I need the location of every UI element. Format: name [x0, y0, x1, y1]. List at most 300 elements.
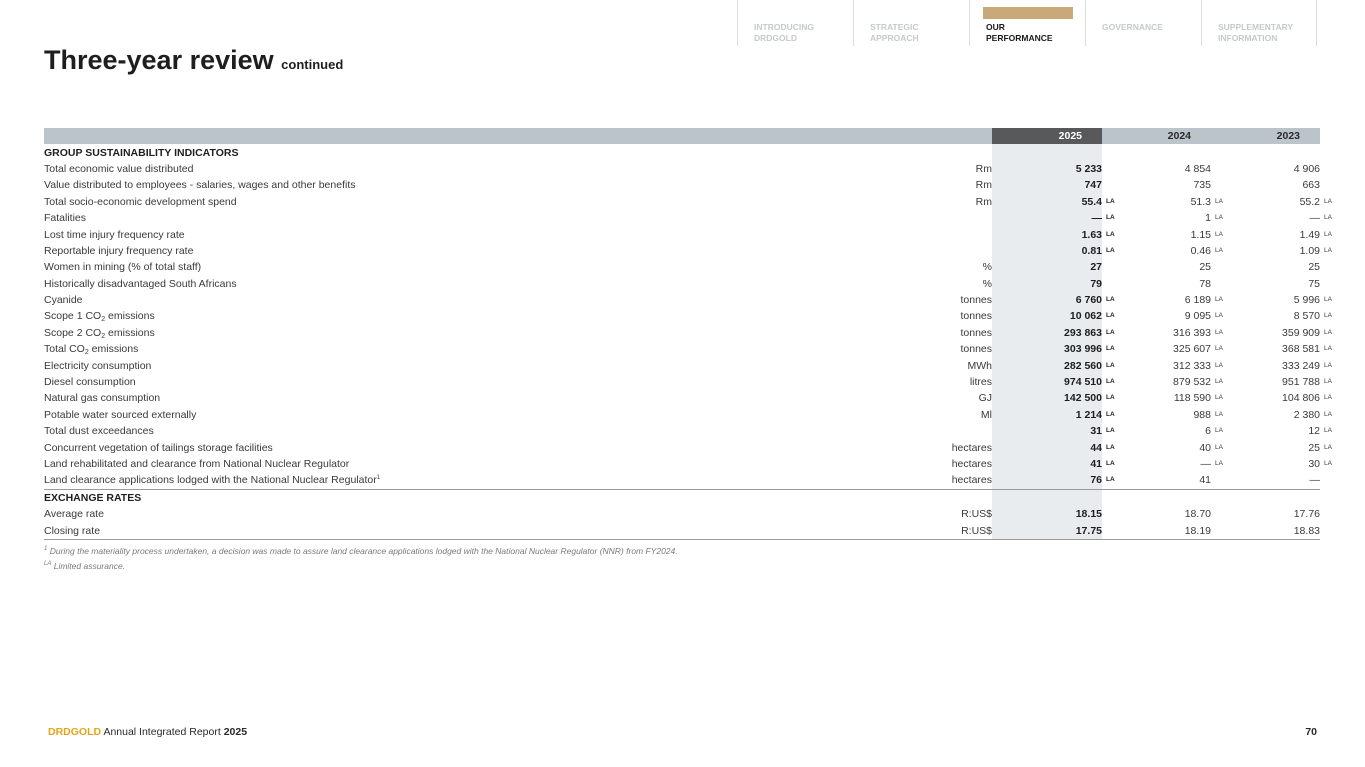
row-unit: tonnes [960, 294, 992, 307]
limited-assurance-tag: LA [1324, 378, 1332, 386]
value-text: 282 560 [1064, 359, 1102, 372]
row-label [44, 308, 904, 324]
limited-assurance-tag: LA [1215, 214, 1223, 222]
limited-assurance-tag: LA [1106, 361, 1115, 369]
table-row [44, 292, 1320, 308]
value-text: 303 996 [1064, 343, 1102, 356]
row-label [44, 243, 904, 259]
limited-assurance-tag: LA [1324, 427, 1332, 435]
row-unit: % [982, 277, 992, 290]
value-text: 1.09 [1299, 244, 1320, 257]
value-2023 [1211, 210, 1332, 226]
row-unit: R:US$ [961, 508, 992, 521]
footnote-1 [44, 546, 678, 556]
row-label [44, 210, 904, 226]
limited-assurance-tag: LA [1215, 427, 1223, 435]
nav-tab-our-performance[interactable]: OUR PERFORMANCE [969, 0, 1085, 46]
value-text: 951 788 [1282, 376, 1320, 389]
value-2025 [992, 177, 1102, 193]
value-2023 [1211, 407, 1332, 423]
row-label [44, 390, 904, 406]
footnote-2 [44, 561, 125, 571]
value-text: 2 380 [1293, 408, 1320, 421]
value-text: — [1091, 212, 1102, 225]
limited-assurance-tag: LA [1324, 296, 1332, 304]
value-text: 0.81 [1081, 244, 1102, 257]
limited-assurance-tag: LA [1106, 378, 1115, 386]
row-label [44, 292, 904, 308]
value-2023 [1211, 439, 1332, 455]
limited-assurance-tag: LA [1215, 394, 1223, 402]
row-label [44, 194, 904, 210]
value-text: 55.2 [1299, 195, 1320, 208]
limited-assurance-tag: LA [1106, 296, 1115, 304]
value-2023 [1211, 341, 1332, 357]
table-row [44, 243, 1320, 259]
value-text: 25 [1308, 261, 1320, 274]
value-2024 [1102, 341, 1223, 357]
row-label-text: Scope 2 CO [44, 326, 102, 339]
section-blank [1102, 144, 1211, 160]
footnote-2-mark: LA [44, 561, 52, 567]
row-label [44, 341, 904, 357]
header-unit [904, 128, 992, 144]
row-unit: tonnes [960, 343, 992, 356]
table-row [44, 308, 1320, 324]
value-2024 [1102, 259, 1211, 275]
row-label [44, 177, 904, 193]
row-label-text: Diesel consumption [44, 376, 136, 389]
limited-assurance-tag: LA [1324, 361, 1332, 369]
row-unit [904, 243, 992, 259]
page-title-continued: continued [281, 57, 344, 72]
limited-assurance-tag: LA [1106, 345, 1115, 353]
value-text: 51.3 [1190, 195, 1211, 208]
value-2024 [1102, 506, 1211, 522]
row-label-text: Land rehabilitated and clearance from National Nuclear Regulator [44, 458, 350, 470]
header-year-2025: 2025 [992, 128, 1102, 144]
value-text: 41 [1199, 474, 1211, 487]
table-row [44, 423, 1320, 439]
value-2023 [1211, 226, 1332, 242]
row-label-text: Value distributed to employees - salaries, wages and other benefits [44, 179, 356, 192]
table-row [44, 276, 1320, 292]
value-2023 [1211, 390, 1332, 406]
limited-assurance-tag: LA [1215, 296, 1223, 304]
limited-assurance-tag: LA [1324, 345, 1332, 353]
value-text: 1 [1205, 212, 1211, 225]
row-unit: litres [969, 376, 992, 389]
value-text: 735 [1193, 179, 1211, 192]
limited-assurance-tag: LA [1106, 197, 1115, 205]
limited-assurance-tag: LA [1324, 214, 1332, 222]
value-text: 1 214 [1075, 408, 1102, 421]
value-2025 [992, 522, 1102, 539]
value-2024 [1102, 390, 1223, 406]
row-label-text: Land clearance applications lodged with the National Nuclear Regulator [44, 474, 377, 487]
row-label [44, 456, 904, 472]
value-2025 [992, 308, 1115, 324]
limited-assurance-tag: LA [1215, 460, 1223, 467]
value-2025 [992, 390, 1115, 406]
value-text: 312 333 [1173, 359, 1211, 372]
section-cur-blank [992, 144, 1102, 160]
nav-tab-supplementary[interactable]: SUPPLEMENTARY INFORMATION [1201, 0, 1317, 46]
value-text: 368 581 [1282, 343, 1320, 356]
header-blank [44, 128, 904, 144]
value-text: 5 233 [1075, 162, 1102, 175]
row-unit: Rm [975, 162, 992, 175]
table-body [44, 144, 1332, 539]
section-heading: EXCHANGE RATES [44, 489, 904, 506]
value-2023 [1211, 472, 1320, 489]
limited-assurance-tag: LA [1324, 328, 1332, 336]
limited-assurance-tag: LA [1324, 394, 1332, 402]
value-text: 10 062 [1069, 310, 1102, 323]
value-2024 [1102, 522, 1211, 539]
table-row [44, 506, 1320, 522]
value-text: 747 [1084, 179, 1102, 192]
value-text: 879 532 [1173, 376, 1211, 389]
value-text: 31 [1090, 425, 1102, 438]
row-label [44, 259, 904, 275]
value-text: 78 [1199, 277, 1211, 290]
value-2025 [992, 210, 1115, 226]
row-label-footnote-mark: 1 [376, 475, 381, 482]
value-2024 [1102, 456, 1223, 472]
value-text: 79 [1090, 277, 1102, 290]
value-2023 [1211, 374, 1332, 390]
row-label-tail: emissions [105, 310, 155, 323]
limited-assurance-tag: LA [1106, 443, 1115, 451]
section-blank [1211, 144, 1320, 160]
value-2025 [992, 194, 1115, 210]
value-2024 [1102, 374, 1223, 390]
section-blank [1102, 489, 1211, 506]
limited-assurance-tag: LA [1106, 246, 1115, 254]
value-text: — [1309, 474, 1320, 487]
value-2023 [1211, 292, 1332, 308]
row-label-text: Natural gas consumption [44, 392, 161, 405]
value-2025 [992, 423, 1115, 439]
row-unit: tonnes [960, 326, 992, 339]
value-2023 [1211, 423, 1332, 439]
row-label-text: Total CO [44, 343, 85, 356]
row-label-tail: emissions [88, 343, 139, 356]
value-text: 4 906 [1293, 162, 1320, 175]
row-label-text: Fatalities [44, 212, 87, 225]
value-2025 [992, 161, 1102, 177]
value-text: 17.75 [1075, 524, 1102, 537]
value-2023 [1211, 357, 1332, 373]
value-2024 [1102, 357, 1223, 373]
value-2025 [992, 439, 1115, 455]
value-2023 [1211, 276, 1320, 292]
limited-assurance-tag: LA [1106, 214, 1115, 222]
row-unit: hectares [951, 441, 992, 454]
value-2023 [1211, 456, 1332, 472]
limited-assurance-tag: LA [1106, 460, 1115, 467]
value-2024 [1102, 276, 1211, 292]
value-text: 5 996 [1293, 294, 1320, 307]
value-text: 18.15 [1075, 508, 1102, 521]
value-text: 6 [1205, 425, 1211, 438]
value-text: 333 249 [1282, 359, 1320, 372]
value-2024 [1102, 210, 1223, 226]
table-row [44, 456, 1320, 472]
value-2025 [992, 276, 1102, 292]
page-title-main: Three-year review [44, 45, 274, 75]
row-label [44, 226, 904, 242]
limited-assurance-tag: LA [1324, 197, 1332, 205]
value-text: 6 189 [1184, 294, 1211, 307]
value-text: 18.83 [1293, 524, 1320, 537]
value-text: 325 607 [1173, 343, 1211, 356]
row-label-subscript: 2 [101, 316, 106, 324]
nav-tab-governance[interactable]: GOVERNANCE [1085, 0, 1201, 46]
footer-text: Annual Integrated Report [103, 726, 221, 738]
value-text: 18.70 [1184, 508, 1211, 521]
value-2025 [992, 456, 1115, 472]
row-label-text: Historically disadvantaged South Africans [44, 277, 237, 290]
row-unit: Rm [975, 195, 992, 208]
limited-assurance-tag: LA [1215, 312, 1223, 320]
row-label-text: Closing rate [44, 524, 101, 537]
limited-assurance-tag: LA [1324, 246, 1332, 254]
value-text: 118 590 [1173, 392, 1211, 405]
table-row [44, 522, 1320, 539]
table-row [44, 374, 1320, 390]
value-2025 [992, 259, 1102, 275]
table-row [44, 194, 1320, 210]
limited-assurance-tag: LA [1324, 460, 1332, 467]
value-text: 1.63 [1081, 228, 1102, 241]
value-text: 18.19 [1184, 524, 1211, 537]
row-label [44, 439, 904, 455]
row-label [44, 276, 904, 292]
value-2025 [992, 506, 1102, 522]
value-text: 974 510 [1064, 376, 1102, 389]
row-label-text: Cyanide [44, 294, 83, 307]
row-label-text: Total socio-economic development spend [44, 195, 237, 208]
value-2024 [1102, 325, 1223, 341]
value-2025 [992, 226, 1115, 242]
section-unit-blank [904, 144, 992, 160]
row-label-text: Electricity consumption [44, 359, 152, 372]
value-2025 [992, 292, 1115, 308]
row-unit: R:US$ [904, 522, 992, 539]
value-text: 663 [1302, 179, 1320, 192]
row-label [44, 357, 904, 373]
value-2023 [1211, 522, 1320, 539]
limited-assurance-tag: LA [1106, 476, 1115, 484]
value-2024 [1102, 161, 1211, 177]
table-row [44, 390, 1320, 406]
value-2024 [1102, 292, 1223, 308]
row-label-text: Average rate [44, 508, 104, 521]
row-label [44, 522, 904, 539]
row-label-text: Scope 1 CO [44, 310, 102, 323]
value-2025 [992, 472, 1115, 489]
value-text: 1.15 [1190, 228, 1211, 241]
value-2024 [1102, 177, 1211, 193]
value-text: 316 393 [1173, 326, 1211, 339]
row-unit: Ml [980, 408, 992, 421]
row-unit: GJ [978, 392, 992, 405]
row-label [44, 423, 904, 439]
value-2025 [992, 325, 1115, 341]
value-text: 0.46 [1190, 244, 1211, 257]
value-2025 [992, 341, 1115, 357]
value-2023 [1211, 177, 1320, 193]
row-label-subscript: 2 [101, 332, 106, 340]
limited-assurance-tag: LA [1215, 378, 1223, 386]
row-unit: hectares [951, 458, 992, 470]
table-row [44, 177, 1320, 193]
value-text: 76 [1090, 474, 1102, 487]
value-text: 25 [1199, 261, 1211, 274]
section-unit-blank [904, 489, 992, 506]
limited-assurance-tag: LA [1215, 246, 1223, 254]
row-label [44, 161, 904, 177]
table-row [44, 341, 1320, 357]
limited-assurance-tag: LA [1106, 394, 1115, 402]
value-2024 [1102, 243, 1223, 259]
page-number: 70 [1305, 726, 1317, 738]
footnote-2-text: Limited assurance. [53, 561, 126, 571]
row-unit [904, 210, 992, 226]
section-sustainability [44, 144, 1320, 160]
row-label-text: Concurrent vegetation of tailings storage facilities [44, 441, 273, 454]
footer-report-name [48, 726, 247, 738]
section-heading: GROUP SUSTAINABILITY INDICATORS [44, 146, 239, 159]
row-unit: Rm [975, 179, 992, 192]
value-2025 [992, 374, 1115, 390]
row-label-subscript: 2 [84, 349, 89, 357]
row-label-text: Women in mining (% of total staff) [44, 261, 202, 274]
limited-assurance-tag: LA [1215, 361, 1223, 369]
value-text: 27 [1090, 261, 1102, 274]
table-row [44, 210, 1320, 226]
value-2023 [1211, 161, 1320, 177]
limited-assurance-tag: LA [1215, 328, 1223, 336]
table-row [44, 226, 1320, 242]
section-exchange-rates [44, 489, 1320, 506]
value-text: 75 [1308, 277, 1320, 290]
header-year-2024: 2024 [1102, 128, 1211, 144]
table-row [44, 325, 1320, 341]
limited-assurance-tag: LA [1215, 345, 1223, 353]
limited-assurance-tag: LA [1106, 312, 1115, 320]
row-label [44, 506, 904, 522]
row-label-text: Total dust exceedances [44, 425, 154, 438]
value-text: 142 500 [1064, 392, 1102, 405]
nav-tab-introducing[interactable]: INTRODUCING DRDGOLD [737, 0, 853, 46]
value-2024 [1102, 439, 1223, 455]
value-text: 6 760 [1075, 294, 1102, 307]
limited-assurance-tag: LA [1215, 230, 1223, 238]
table-row [44, 161, 1320, 177]
footnote-1-mark: 1 [44, 546, 48, 552]
value-text: 55.4 [1081, 195, 1102, 208]
footer-brand: DRDGOLD [48, 726, 102, 738]
value-text: 25 [1308, 441, 1320, 454]
value-text: 9 095 [1184, 310, 1211, 323]
row-label-text: Reportable injury frequency rate [44, 244, 194, 257]
value-text: 4 854 [1184, 162, 1211, 175]
row-unit [904, 423, 992, 439]
row-unit: % [982, 261, 992, 274]
header-year-2023: 2023 [1211, 128, 1320, 144]
row-unit: tonnes [960, 310, 992, 323]
row-label-tail: emissions [105, 326, 155, 339]
limited-assurance-tag: LA [1324, 230, 1332, 238]
value-2023 [1211, 308, 1332, 324]
page-title [44, 45, 343, 76]
limited-assurance-tag: LA [1106, 427, 1115, 435]
value-2025 [992, 407, 1115, 423]
value-2023 [1211, 243, 1332, 259]
value-2025 [992, 243, 1115, 259]
nav-tab-strategic-approach[interactable]: STRATEGIC APPROACH [853, 0, 969, 46]
value-text: 8 570 [1293, 310, 1320, 323]
limited-assurance-tag: LA [1215, 197, 1223, 205]
section-blank [1211, 489, 1320, 506]
row-label [44, 407, 904, 423]
row-unit: MWh [967, 359, 992, 372]
value-text: 1.49 [1299, 228, 1320, 241]
value-text: — [1309, 212, 1320, 225]
section-nav [737, 0, 1317, 46]
value-text: 359 909 [1282, 326, 1320, 339]
value-text: 30 [1308, 458, 1320, 470]
footer-year: 2025 [223, 726, 248, 738]
value-2024 [1102, 407, 1223, 423]
value-2024 [1102, 194, 1223, 210]
value-2024 [1102, 472, 1211, 489]
footnote-1-text: During the materiality process undertaken, a decision was made to assure land clearance applications lodged with the National Nuclear Regulator (NNR) from FY2024. [49, 546, 678, 556]
row-label [44, 325, 904, 341]
three-year-review-table [44, 128, 1332, 540]
value-text: 17.76 [1293, 508, 1320, 521]
table-header-row [44, 128, 1320, 144]
row-label [44, 472, 904, 489]
value-2023 [1211, 325, 1332, 341]
value-text: 40 [1199, 441, 1211, 454]
value-text: — [1200, 458, 1211, 470]
limited-assurance-tag: LA [1324, 312, 1332, 320]
value-2023 [1211, 194, 1332, 210]
row-label-text: Lost time injury frequency rate [44, 228, 185, 241]
limited-assurance-tag: LA [1215, 443, 1223, 451]
table-row [44, 407, 1320, 423]
limited-assurance-tag: LA [1106, 410, 1115, 418]
limited-assurance-tag: LA [1324, 443, 1332, 451]
limited-assurance-tag: LA [1106, 328, 1115, 336]
value-2024 [1102, 226, 1223, 242]
value-2024 [1102, 308, 1223, 324]
value-text: 988 [1193, 408, 1211, 421]
table-row [44, 357, 1320, 373]
value-text: 41 [1090, 458, 1102, 470]
table-row [44, 259, 1320, 275]
table-row [44, 439, 1320, 455]
value-2025 [992, 357, 1115, 373]
row-label [44, 374, 904, 390]
row-label-text: Total economic value distributed [44, 162, 194, 175]
value-2023 [1211, 506, 1320, 522]
value-2023 [1211, 259, 1320, 275]
